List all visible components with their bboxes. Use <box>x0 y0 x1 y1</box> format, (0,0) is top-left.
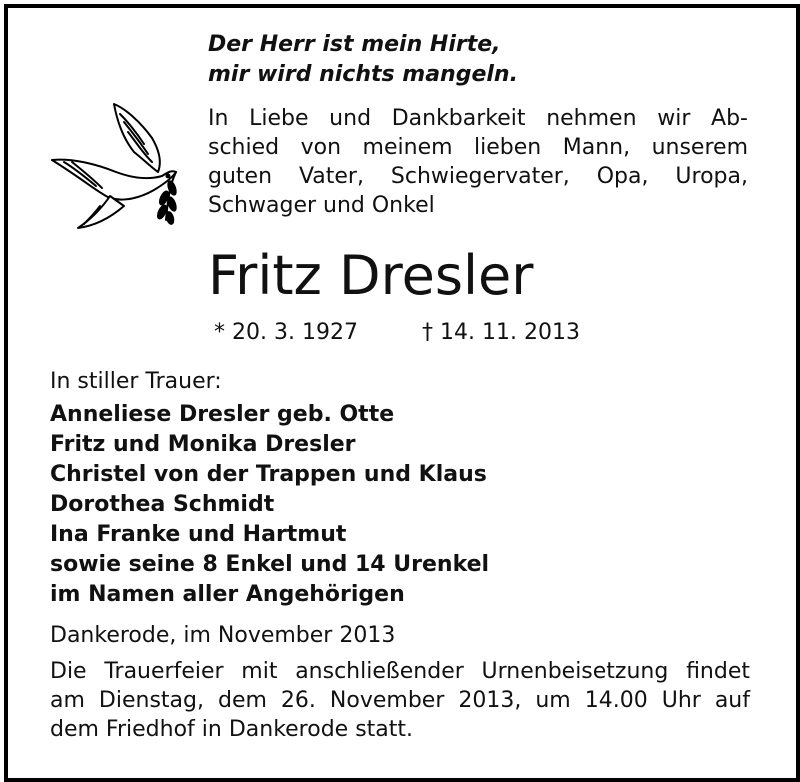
mourner-line: im Namen aller Angehörigen <box>50 582 405 607</box>
birth-date: * 20. 3. 1927 <box>214 320 358 345</box>
funeral-line: Die Trauerfeier mit anschließender Urnenbeisetzung findet <box>50 659 750 684</box>
mourning-label: In stiller Trauer: <box>50 369 222 394</box>
mourner-line: Ina Franke und Hartmut <box>50 522 347 547</box>
funeral-line: am Dienstag, dem 26. November 2013, um 14.00 Uhr auf <box>50 688 750 713</box>
farewell-line: schied von meinem lieben Mann, unserem <box>208 135 748 160</box>
dove-with-olive-branch-icon <box>44 98 204 238</box>
mourner-line: sowie seine 8 Enkel und 14 Urenkel <box>50 552 490 577</box>
funeral-info <box>50 657 750 744</box>
mourner-line: Christel von der Trappen und Klaus <box>50 462 487 487</box>
mourner-line: Anneliese Dresler geb. Otte <box>50 402 395 427</box>
mourners-list <box>50 400 489 610</box>
mourner-line: Fritz und Monika Dresler <box>50 432 356 457</box>
bible-verse <box>208 30 518 90</box>
deceased-name: Fritz Dresler <box>208 244 534 307</box>
farewell-line: In Liebe und Dankbarkeit nehmen wir Ab- <box>208 106 748 131</box>
funeral-line: dem Friedhof in Dankerode statt. <box>50 717 414 742</box>
mourner-line: Dorothea Schmidt <box>50 492 275 517</box>
verse-line: mir wird nichts mangeln. <box>208 62 518 87</box>
verse-line: Der Herr ist mein Hirte, <box>208 32 501 57</box>
farewell-text <box>208 104 748 220</box>
place-and-date: Dankerode, im November 2013 <box>50 623 396 648</box>
farewell-line: Schwager und Onkel <box>208 193 435 218</box>
death-date: † 14. 11. 2013 <box>422 320 580 345</box>
farewell-line: guten Vater, Schwiegervater, Opa, Uropa, <box>208 164 748 189</box>
